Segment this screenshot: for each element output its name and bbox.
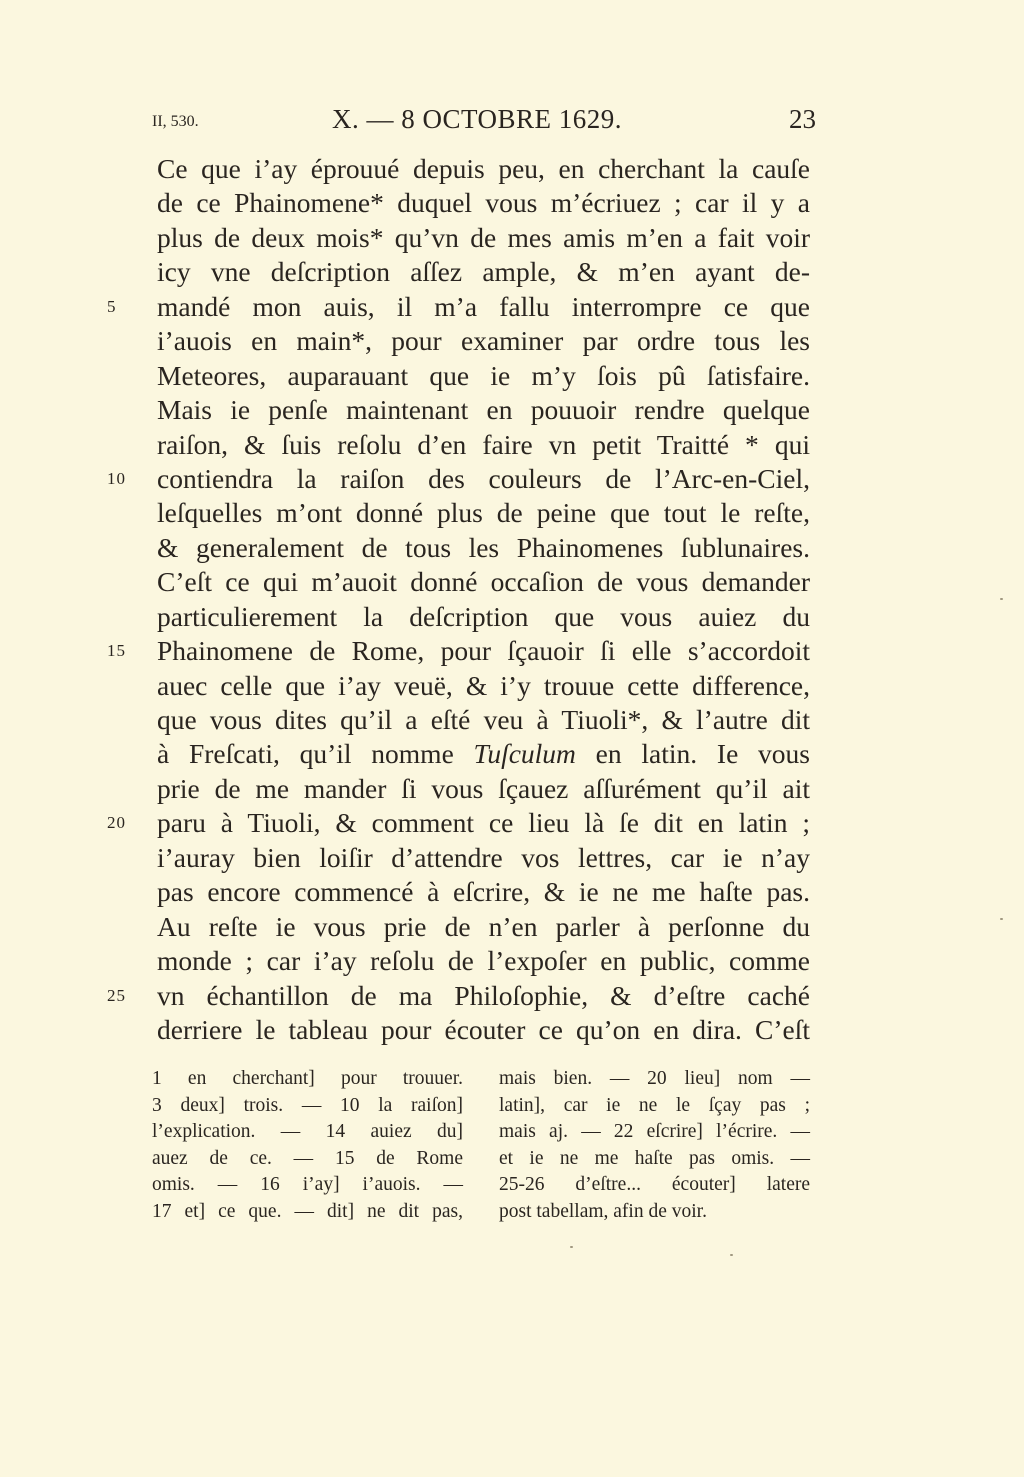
footnote-line: l’explication. — 14 auiez du]: [152, 1121, 463, 1143]
body-line: particulierement la deſcription que vous auiez du: [157, 600, 810, 632]
line-number: 15: [107, 641, 126, 661]
paper-speck: [570, 1246, 573, 1248]
body-line: [107, 634, 810, 668]
footnote-line: mais aj. — 22 eſcrire] l’écrire. —: [499, 1121, 810, 1143]
footnotes-left-column: [152, 1066, 463, 1226]
body-line: à Freſcati, qu’il nomme Tuſculum en latin. Ie vous: [157, 738, 810, 770]
body-line: [107, 806, 810, 840]
body-line-text: mandé mon auis, il m’a fallu interrompre ce que: [157, 290, 810, 322]
body-line: pas encore commencé à eſcrire, & ie ne me haſte pas.: [157, 876, 810, 908]
body-line: Meteores, auparauant que ie m’y ſois pû ſatisfaire.: [157, 359, 810, 391]
body-line-text: vn échantillon de ma Philoſophie, & d’eſtre caché: [157, 979, 810, 1011]
body-line-text: paru à Tiuoli, & comment ce lieu là ſe dit en latin ;: [157, 807, 810, 839]
line-number: 25: [107, 985, 126, 1005]
paper-speck: [1000, 918, 1003, 920]
body-line: raiſon, & ſuis reſolu d’en faire vn petit Traitté * qui: [157, 428, 810, 460]
footnote-line: 25-26 d’eſtre... écouter] latere: [499, 1174, 810, 1196]
body-line: monde ; car i’ay reſolu de l’expoſer en public, comme: [157, 945, 810, 977]
body-line: icy vne deſcription aſſez ample, & m’en ayant de-: [157, 256, 810, 288]
body-line: i’auois en main*, pour examiner par ordre tous les: [157, 325, 810, 357]
body-line: C’eſt ce qui m’auoit donné occaſion de vous demander: [157, 566, 810, 598]
footnote-line: mais bien. — 20 lieu] nom —: [499, 1068, 810, 1089]
body-line: leſquelles m’ont donné plus de peine que tout le reſte,: [157, 497, 810, 529]
body-line: Au reſte ie vous prie de n’en parler à perſonne du: [157, 910, 810, 942]
page-number: 23: [789, 104, 816, 134]
paper-speck: [1000, 598, 1003, 600]
page-header: [152, 104, 816, 140]
footnote-line: omis. — 16 i’ay] i’auois. —: [152, 1174, 463, 1196]
body-line: derriere le tableau pour écouter ce qu’on en dira. C’eſt: [157, 1013, 810, 1045]
body-line: Ce que i’ay éprouué depuis peu, en cherchant la cauſe: [157, 153, 810, 184]
body-line-text: contiendra la raiſon des couleurs de l’Arc-en-Ciel,: [157, 462, 810, 494]
footnote-line: 1 en cherchant] pour trouuer.: [152, 1068, 463, 1089]
letter-body: [107, 152, 810, 1047]
footnote-line: latin], car ie ne le ſçay pas ;: [499, 1094, 810, 1116]
body-line: i’auray bien loiſir d’attendre vos lettres, car ie n’ay: [157, 841, 810, 873]
paper-speck: [730, 1254, 733, 1256]
body-line: Mais ie penſe maintenant en pouuoir rendre quelque: [157, 394, 810, 426]
body-line: de ce Phainomene* duquel vous m’écriuez ; car il y a: [157, 187, 810, 219]
footnote-line: post tabellam, afin de voir.: [499, 1200, 707, 1222]
footnote-line: 3 deux] trois. — 10 la raiſon]: [152, 1094, 463, 1116]
latin-term: Tuſculum: [473, 738, 576, 770]
body-line: & generalement de tous les Phainomenes ſublunaires.: [157, 531, 810, 563]
volume-reference: II, 530.: [152, 113, 199, 130]
footnote-line: 17 et] ce que. — dit] ne dit pas,: [152, 1200, 463, 1222]
body-line: prie de me mander ſi vous ſçauez aſſurément qu’il ait: [157, 772, 810, 804]
footnotes-right-column: [499, 1066, 810, 1226]
body-line-text: Phainomene de Rome, pour ſçauoir ſi elle s’accordoit: [157, 635, 810, 667]
footnote-line: auez de ce. — 15 de Rome: [152, 1147, 463, 1169]
body-line: plus de deux mois* qu’vn de mes amis m’en a fait voir: [157, 221, 810, 253]
body-line: [107, 979, 810, 1013]
body-line: [107, 462, 810, 496]
body-line: que vous dites qu’il a eſté veu à Tiuoli*, & l’autre dit: [157, 704, 810, 735]
body-line: [107, 290, 810, 324]
footnote-line: et ie ne me haſte pas omis. —: [499, 1147, 810, 1169]
letter-title: X. — 8 OCTOBRE 1629.: [332, 104, 623, 134]
body-line: auec celle que i’ay veuë, & i’y trouue cette difference,: [157, 669, 810, 701]
line-number: 5: [107, 296, 117, 316]
line-number: 20: [107, 813, 126, 833]
line-number: 10: [107, 468, 126, 488]
